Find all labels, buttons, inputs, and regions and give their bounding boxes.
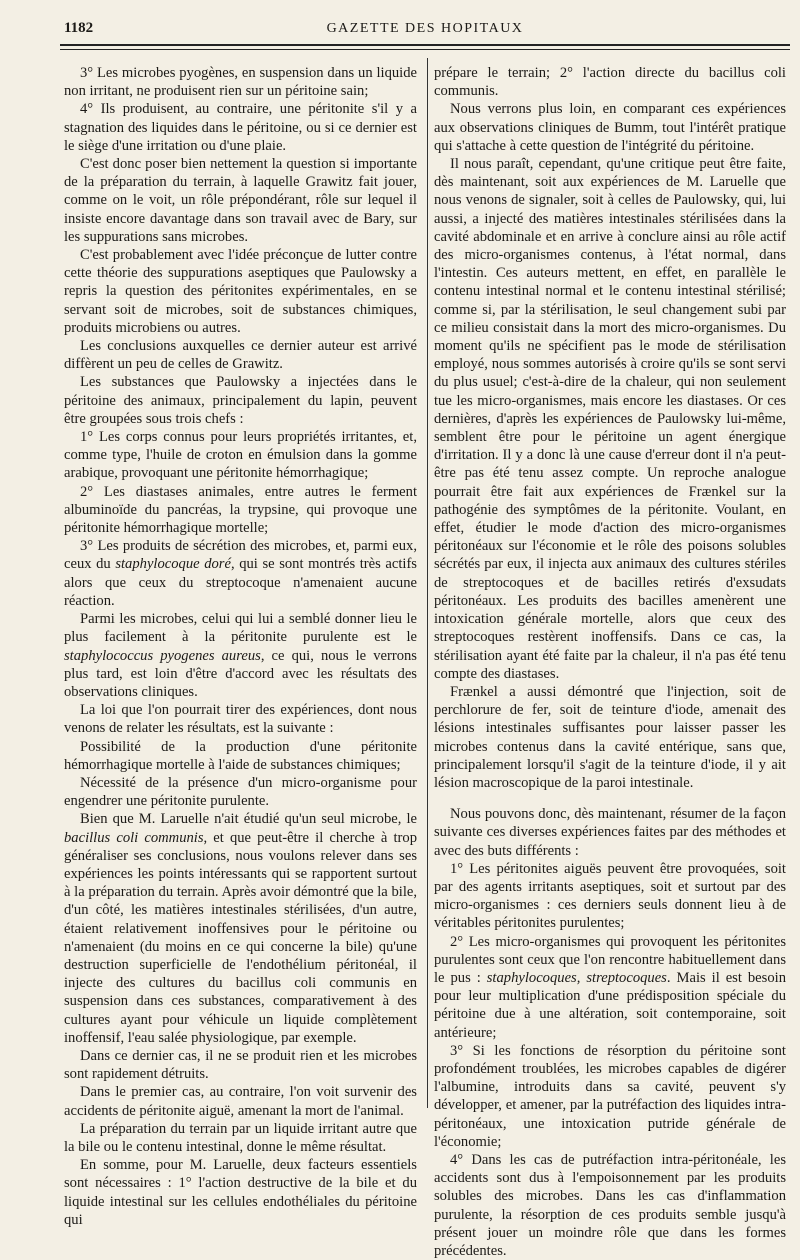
journal-title: GAZETTE DES HOPITAUX [326,21,524,36]
paragraph [64,1047,417,1083]
left-column [64,64,417,1229]
paragraph-text: La préparation du terrain par un liquide irritant autre que la bile ou le contenu intestinal, donne le même résultat. [64,1120,417,1155]
paragraph-text: Les substances que Paulowsky a injectées dans le péritoine des animaux, principalement du lapin, peuvent être groupées sous trois chefs : [64,374,417,427]
paragraph [434,1042,786,1151]
paragraph-text: 3° Si les fonctions de résorption du péritoine sont profondément troublées, les microbes capables de digérer l'albumine, introduits dans sa cavité, peuvent s'y développer, et amener, par la putréfaction des liquides intra-péritonéaux, une intoxication putride générale de l'économie; [434,1042,786,1150]
paragraph [64,1156,417,1229]
paragraph-text: 1° Les corps connus pour leurs propriétés irritantes, et, comme type, l'huile de croton en émulsion dans la gomme arabique, provoquant une péritonite hémorrhagique; [64,429,417,482]
paragraph-text: 3° Les produits de sécrétion des microbes, et, parmi eux, ceux du [64,538,417,573]
paragraph-text: prépare le terrain; 2° l'action directe du bacillus coli communis. [434,65,786,100]
header-rule-thick [60,44,790,46]
paragraph [64,1083,417,1119]
paragraph [434,1151,786,1260]
paragraph [64,1120,417,1156]
right-column [434,64,786,1260]
italic-term: staphylococcus pyogenes aureus [64,647,261,664]
paragraph-text: La loi que l'on pourrait tirer des expériences, dont nous venons de relater les résultats, est la suivante : [64,702,417,737]
paragraph [434,64,786,100]
paragraph [434,805,786,860]
paragraph [434,860,786,933]
paragraph [64,246,417,337]
paragraph [64,738,417,774]
paragraph-text: Il nous paraît, cependant, qu'une critique peut être faite, dès maintenant, soit aux expériences de M. Laruelle que nous venons de signaler, soit à celles de Paulowsky, qui, lui aussi, a injecté des matières intestinales stérilisées dans la cavité abdominale et en arrive à conclure ainsi au rôle actif des micro-organismes contenus, à l'état normal, dans l'intestin. Ces auteurs mettent, en effet, en parallèle le contenu intestinal normal et le contenu intestinal stérilisé; comme si, par la stérilisation, le seul changement subi par ce milieu consistait dans la mort des micro-organismes. Du moment qu'ils ne spécifient pas le mode de stérilisation employé, nous sommes autorisés à croire qu'ils se sont servi du plus usuel; c'est-à-dire de la chaleur, qui non seulement tue les micro-organismes, mais encore les diastases. Or ces dernières, d'après les expériences de Paulowsky lui-même, semblent être pour le péritoine un agent énergique d'irritation. Il y a donc là une cause d'erreur dont il n'a peut-être pas été tenu assez compte. Un reproche analogue pourrait être fait aux expériences de Frænkel sur la pathogénie des symptômes de la péritonite. Voulant, en effet, étudier le mode d'action des micro-organismes péritonéaux sur l'économie et le rôle des poisons solubles sécrétés par eux, il injecta aux animaux des cultures stériles de streptocoques et de bacilles retirés d'exsudats péritonéaux. Les produits des bacilles amenèrent une intoxication générale mortelle, alors que ceux des streptocoques restèrent inoffensifs. Dans ce cas, la stérilisation ayant été faite par la chaleur, il n'a pas été tenu compte des diastases. [434,156,786,682]
paragraph-text: Dans ce dernier cas, il ne se produit rien et les microbes sont rapidement détruits. [64,1047,417,1083]
paragraph-text: 4° Ils produisent, au contraire, une péritonite s'il y a stagnation des liquides dans le péritoine, ou si ce dernier est le siège d'une irritation ou d'une plaie. [64,101,417,154]
paragraph [64,810,417,1047]
paragraph-text: 2° Les diastases animales, entre autres le ferment albuminoïde du pancréas, la trypsine, qui provoque une péritonite hémorrhagique mortelle; [64,483,417,537]
paragraph-text: Nécessité de la présence d'un micro-organisme pour engendrer une péritonite purulente. [64,774,417,810]
paragraph-text: 3° Les microbes pyogènes, en suspension dans un liquide non irritant, ne produisent rien sur un péritoine sain; [64,65,417,100]
italic-term: bacillus coli communis [64,829,204,846]
page-header [60,20,790,42]
paragraph-text: , ce qui, nous le verrons plus tard, est loin d'être d'accord avec les résultats des observations cliniques. [64,647,417,700]
paragraph-text: Frænkel a aussi démontré que l'injection, soit de perchlorure de fer, soit de teinture d'iode, amenait des lésions intestinales suffisantes pour laisser passer les microbes contenus dans la cavité entérique, sans que, principalement lorsqu'il s'agit de la teinture d'iode, il y ait lésion macroscopique de la paroi intestinale. [434,683,786,791]
paragraph-text: Parmi les microbes, celui qui lui a semblé donner lieu le plus facilement à la péritonite purulente est le [64,611,417,646]
paragraph [64,774,417,810]
paragraph-text: 2° Les micro-organismes qui provoquent les péritonites purulentes sont ceux que l'on rencontre habituellement dans le pus : [434,933,786,986]
paragraph-text: Nous pouvons donc, dès maintenant, résumer de la façon suivante ces diverses expériences faites par des méthodes et avec des buts différents : [434,806,786,859]
header-rule-thin [60,49,790,50]
paragraph [434,683,786,792]
paragraph [64,483,417,538]
paragraph-text: Les conclusions auxquelles ce dernier auteur est arrivé diffèrent un peu de celles de Grawitz. [64,338,417,373]
paragraph [434,933,786,1042]
paragraph [64,100,417,155]
paragraph-text: C'est probablement avec l'idée préconçue de lutter contre cette théorie des suppurations aseptiques que Paulowsky a repris la question des péritonites expérimentales, en se servant soit de microbes, soit de substances chimiques, produits microbiens ou autres. [64,247,417,336]
paragraph [64,537,417,610]
paragraph-text: C'est donc poser bien nettement la question si importante de la préparation du terrain, à laquelle Grawitz fait jouer, comme on le voit, un rôle prépondérant, rôle sur lequel il insiste encore davantage dans son travail avec de Bary, sur les suppurations sans microbes. [64,156,417,245]
paragraph-text: . Mais il est besoin pour leur multiplication d'une prédisposition spéciale du péritoine due à une altération, soit contemporaine, soit antérieure; [434,969,786,1041]
paragraph [64,610,417,701]
paragraph-text: , qui se sont montrés très actifs alors que ceux du streptocoque n'amenaient aucune réaction. [64,556,417,609]
paragraph [64,64,417,100]
paragraph-text: 1° Les péritonites aiguës peuvent être provoquées, soit par des agents irritants aseptiques, soit et surtout par des micro-organismes : ces derniers seuls donnent lieu à de véritables péritonites purulentes; [434,860,786,932]
paragraph [64,155,417,246]
paragraph [64,428,417,483]
paragraph-text: Nous verrons plus loin, en comparant ces expériences aux observations cliniques de Bumm, tout l'intérêt pratique qui s'attache à cette question de l'intégrité du péritoine. [434,101,786,154]
paragraph-text: , et que peut-être il cherche à trop généraliser ses conclusions, nous voulons relever dans ses expériences les points intéressants qui se rapportent surtout à la préparation du terrain. Après avoir démontré que la bile, d'un côté, les matières intestinales stérilisées, d'un autre, étaient relativement inoffensives pour le péritoine ou n'amenaient (du moins en ce qui concerne la bile) qu'une destruction superficielle de l'endothélium péritonéal, il injecte des cultures du bacillus coli communis en suspension dans ces substances, comparativement à des cultures ayant pour véhicule un liquide complètement inoffensif, l'eau salée physiologique, par exemple. [64,829,417,1046]
page-number: 1182 [64,20,94,36]
column-divider [427,58,428,1108]
paragraph-text: Possibilité de la production d'une péritonite hémorrhagique mortelle à l'aide de substances chimiques; [64,738,417,773]
paragraph-text: En somme, pour M. Laruelle, deux facteurs essentiels sont nécessaires : 1° l'action destructive de la bile et du liquide intestinal sur les cellules endothéliales du péritoine qui [64,1157,417,1228]
paragraph [64,373,417,428]
paragraph [64,337,417,373]
italic-term: staphylocoque doré [115,556,231,573]
paragraph [434,100,786,155]
italic-term: staphylocoques, streptocoques [486,969,667,986]
paragraph [64,701,417,737]
paragraph-text: Bien que M. Laruelle n'ait étudié qu'un seul microbe, le [80,811,417,828]
paragraph-text: Dans le premier cas, au contraire, l'on voit survenir des accidents de péritonite aiguë, amenant la mort de l'animal. [64,1084,417,1119]
paragraph [434,155,786,683]
paragraph-text: 4° Dans les cas de putréfaction intra-péritonéale, les accidents sont dus à l'empoisonnement par les produits solubles des microbes. Dans les cas d'inflammation purulente, la résorption de ces produits semble jusqu'à présent jouer un moindre rôle que dans les formes précédentes. [434,1151,786,1259]
